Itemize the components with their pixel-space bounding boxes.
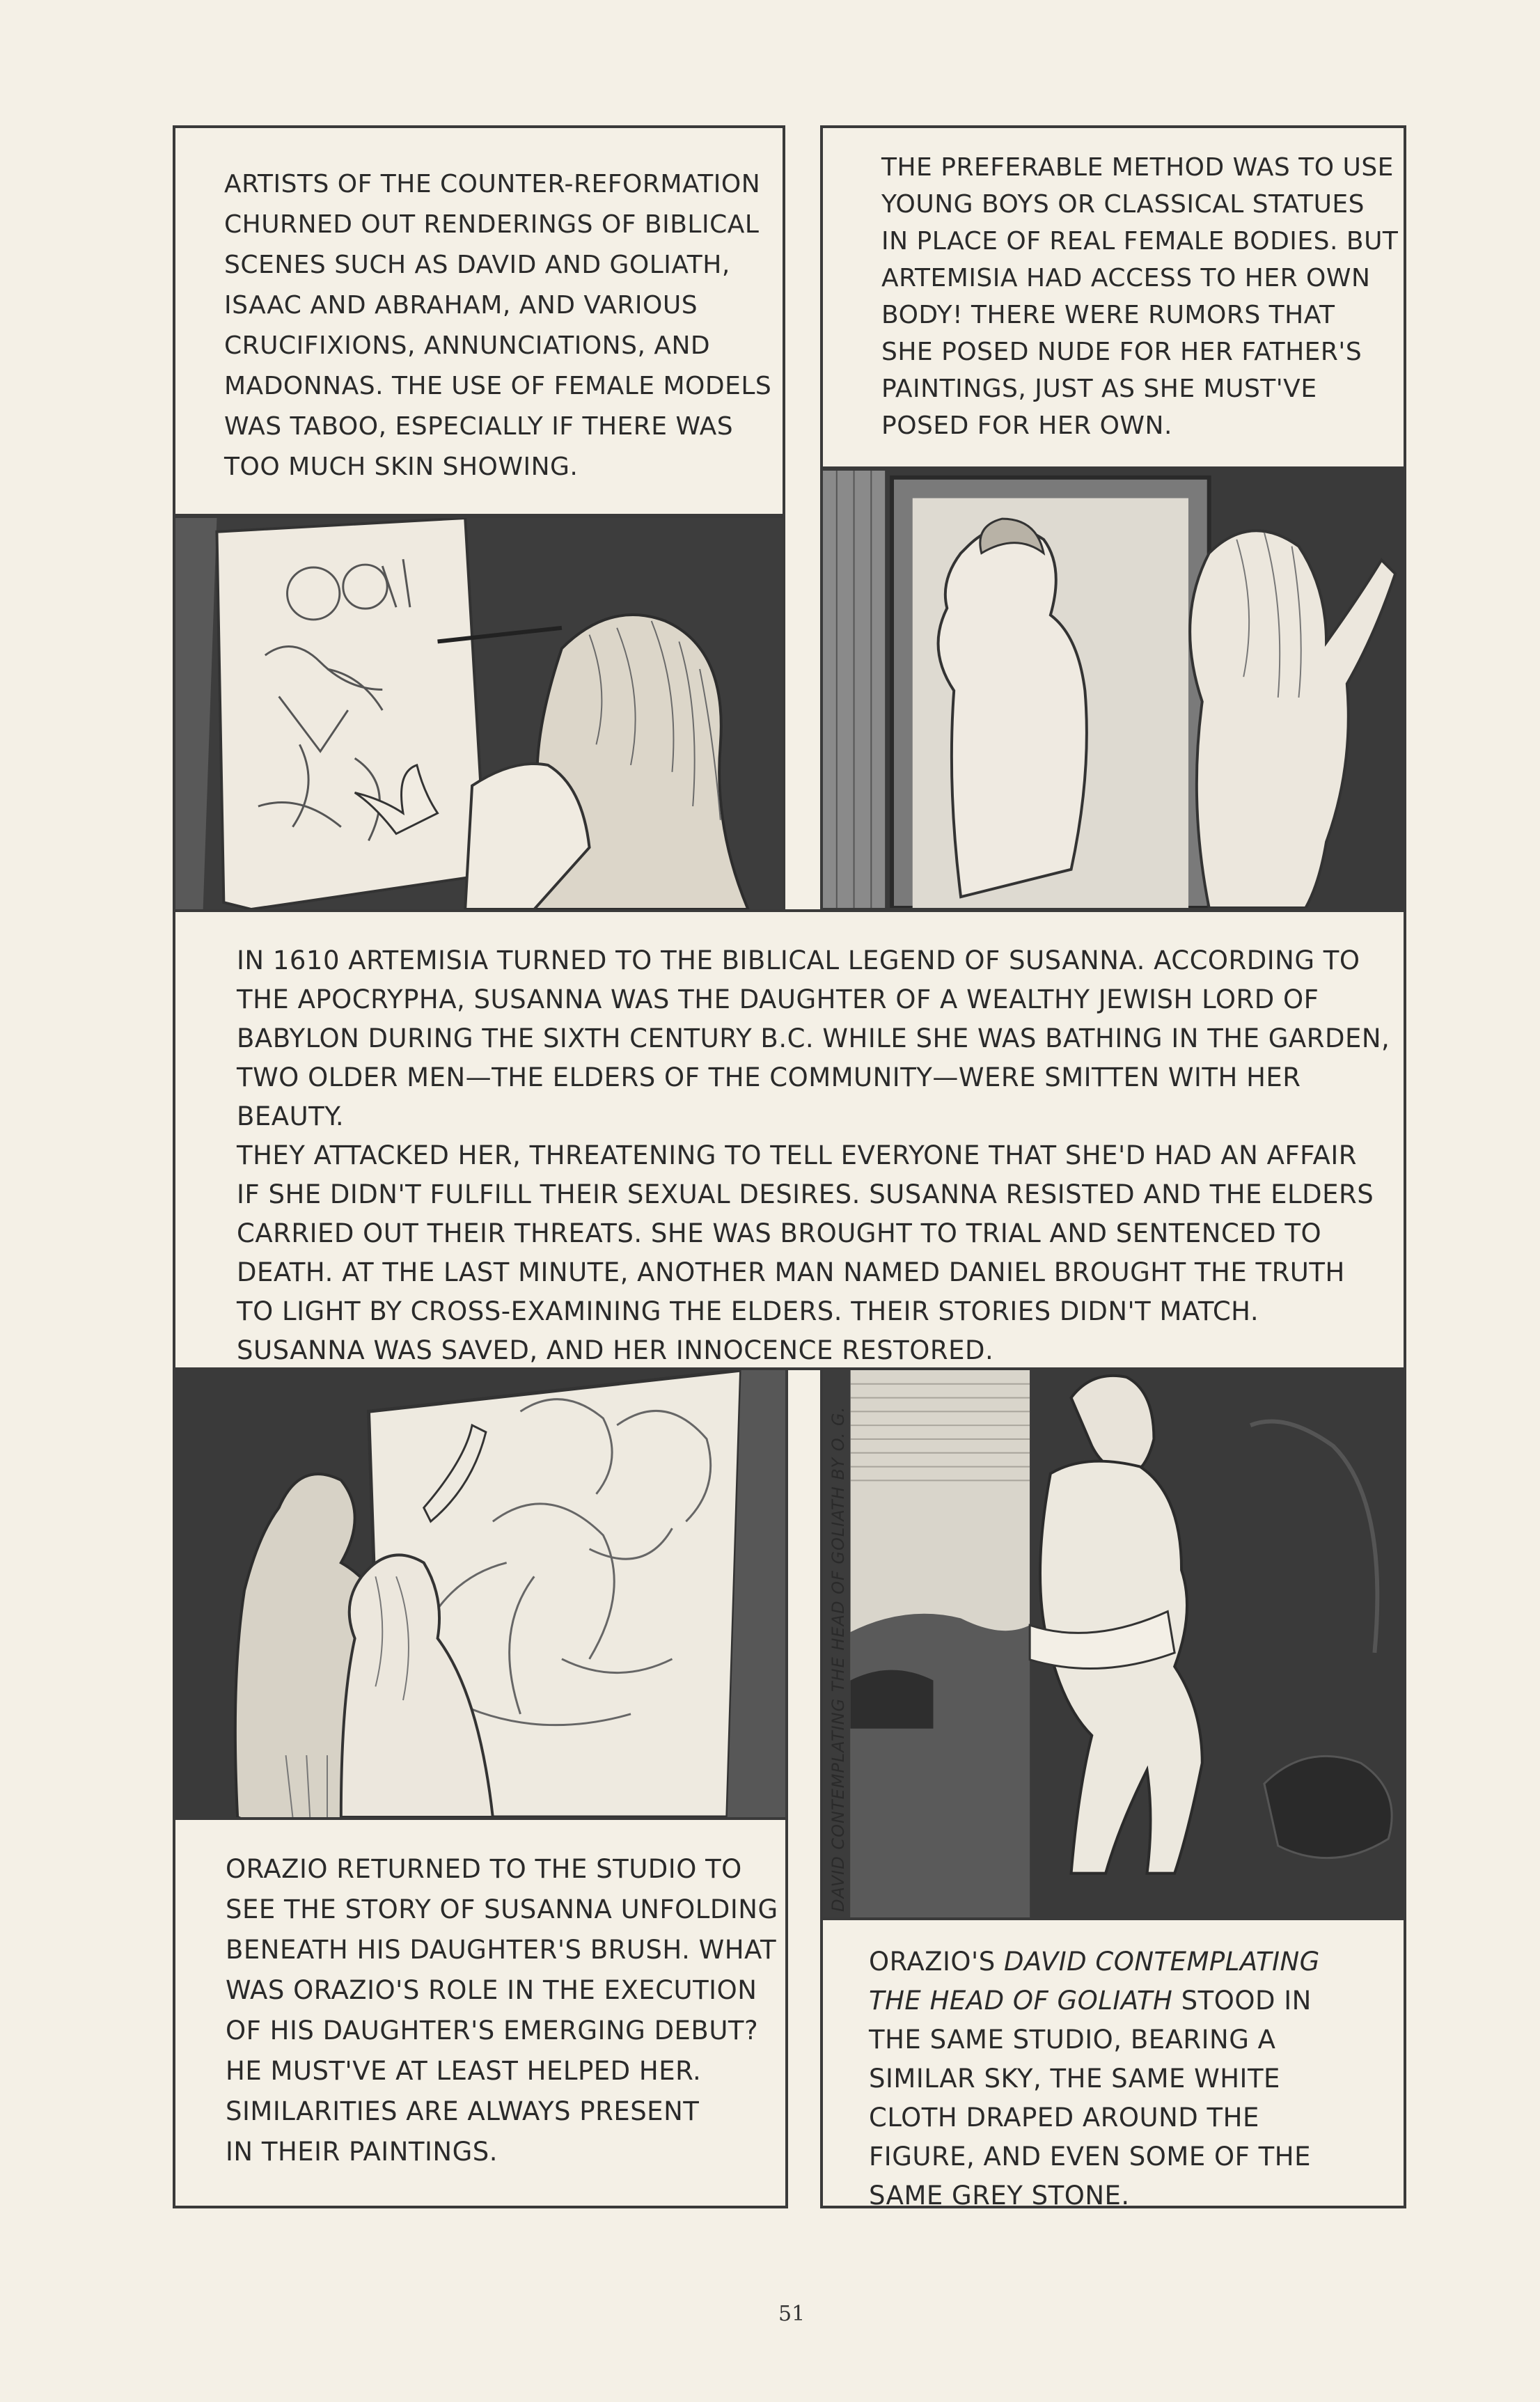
caption-panel-middle	[173, 909, 1406, 1370]
caption-panel-bottom-right	[820, 1917, 1406, 2211]
illustration-artemisia-painting	[173, 515, 785, 912]
caption-text-bottom-right	[869, 1942, 1370, 2215]
caption-text-top-left: ARTISTS OF THE COUNTER-REFORMATION CHURNED OUT RENDERINGS OF BIBLICAL SCENES SUCH AS DAVID AND GOLIATH, ISAAC AND ABRAHAM, AND VARIOUS CRUCIFIXIONS, ANNUNCIATIONS, AND MADONNAS. THE USE OF FEMALE MODELS WAS TABOO, ESPECIALLY IF THERE WAS TOO MUCH SKIN SHOWING.	[224, 170, 772, 481]
painting-title: DAVID CONTEMPLATING THE HEAD OF GOLIATH	[869, 1947, 1320, 2016]
illustration-orazio-studio	[173, 1367, 788, 1820]
caption-panel-bottom-left	[173, 1817, 788, 2208]
illustration-david-goliath-painting	[820, 1367, 1406, 1920]
caption-panel-top-right	[820, 125, 1406, 469]
caption-panel-top-left	[173, 125, 785, 517]
caption-bottom-right-prefix: ORAZIO'S	[869, 1947, 1004, 1977]
page-number: 51	[778, 2302, 806, 2326]
easel-scene-drawing	[175, 518, 783, 909]
david-painting-drawing	[823, 1370, 1404, 1917]
painting-attribution-label: DAVID CONTEMPLATING THE HEAD OF GOLIATH BY O. G.	[828, 1406, 848, 1912]
studio-scene-drawing	[175, 1370, 785, 1817]
illustration-artemisia-mirror	[820, 468, 1406, 911]
caption-text-bottom-left: ORAZIO RETURNED TO THE STUDIO TO SEE THE STORY OF SUSANNA UNFOLDING BENEATH HIS DAUGHTER'S BRUSH. WHAT WAS ORAZIO'S ROLE IN THE EXECUTION OF HIS DAUGHTER'S EMERGING DEBUT? HE MUST'VE AT LEAST HELPED HER. SIMILARITIES ARE ALWAYS PRESENT IN THEIR PAINTINGS.	[226, 1854, 778, 2167]
mirror-scene-drawing	[823, 471, 1404, 908]
caption-text-middle: IN 1610 ARTEMISIA TURNED TO THE BIBLICAL LEGEND OF SUSANNA. ACCORDING TO THE APOCRYPHA, SUSANNA WAS THE DAUGHTER OF A WEALTHY JEWISH LORD OF BABYLON DURING THE SIXTH CENTURY B.C. WHILE SHE WAS BATHING IN THE GARDEN, TWO OLDER MEN—THE ELDERS OF THE COMMUNITY—WERE SMITTEN WITH HER BEAUTY. THEY ATTACKED HER, THREATENING TO TELL EVERYONE THAT SHE'D HAD AN AFFAIR IF SHE DIDN'T FULFILL THEIR SEXUAL DESIRES. SUSANNA RESISTED AND THE ELDERS CARRIED OUT THEIR THREATS. SHE WAS BROUGHT TO TRIAL AND SENTENCED TO DEATH. AT THE LAST MINUTE, ANOTHER MAN NAMED DANIEL BROUGHT THE TRUTH TO LIGHT BY CROSS-EXAMINING THE ELDERS. THEIR STORIES DIDN'T MATCH. SUSANNA WAS SAVED, AND HER INNOCENCE RESTORED.	[237, 945, 1390, 1365]
caption-bottom-right-rest: STOOD IN THE SAME STUDIO, BEARING A SIMILAR SKY, THE SAME WHITE CLOTH DRAPED AROUND THE FIGURE, AND EVEN SOME OF THE SAME GREY STONE.	[869, 1986, 1312, 2211]
caption-text-top-right: THE PREFERABLE METHOD WAS TO USE YOUNG BOYS OR CLASSICAL STATUES IN PLACE OF REAL FEMALE BODIES. BUT ARTEMISIA HAD ACCESS TO HER OWN BODY! THERE WERE RUMORS THAT SHE POSED NUDE FOR HER FATHER'S PAINTINGS, JUST AS SHE MUST'VE POSED FOR HER OWN.	[881, 153, 1399, 440]
